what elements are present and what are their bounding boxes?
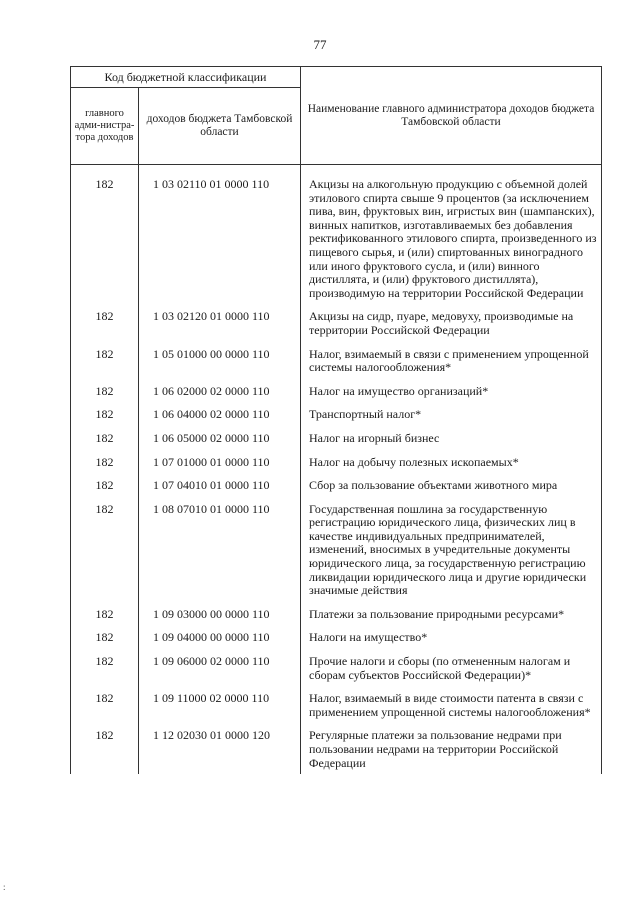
revenue-name: Налог на добычу полезных ископаемых*: [301, 453, 602, 477]
income-code: 1 07 04010 01 0000 110: [139, 476, 301, 500]
budget-classification-table: [70, 66, 602, 774]
table-body: [71, 165, 602, 775]
income-code: 1 09 11000 02 0000 110: [139, 689, 301, 726]
admin-code: 182: [71, 476, 139, 500]
revenue-name: Транспортный налог*: [301, 405, 602, 429]
income-code: 1 03 02110 01 0000 110: [139, 175, 301, 307]
header-main-administrator: главного адми-нистра-тора доходов: [71, 88, 139, 165]
table-row: [71, 476, 602, 500]
table-row: [71, 429, 602, 453]
table-row: [71, 500, 602, 605]
table-header: [71, 67, 602, 165]
admin-code: 182: [71, 453, 139, 477]
income-code: 1 05 01000 00 0000 110: [139, 345, 301, 382]
admin-code: 182: [71, 652, 139, 689]
admin-code: 182: [71, 628, 139, 652]
admin-code: 182: [71, 175, 139, 307]
income-code: 1 09 06000 02 0000 110: [139, 652, 301, 689]
table-row: [71, 628, 602, 652]
revenue-name: Налоги на имущество*: [301, 628, 602, 652]
income-code: 1 06 04000 02 0000 110: [139, 405, 301, 429]
revenue-name: Налог, взимаемый в виде стоимости патента в связи с применением упрощенной системы налогообложения*: [301, 689, 602, 726]
table-row: [71, 453, 602, 477]
table-row: [71, 307, 602, 344]
header-code-group: Код бюджетной классификации: [71, 67, 301, 88]
income-code: 1 06 05000 02 0000 110: [139, 429, 301, 453]
admin-code: 182: [71, 429, 139, 453]
header-admin-name: Наименование главного администратора доходов бюджета Тамбовской области: [301, 67, 602, 165]
income-code: 1 03 02120 01 0000 110: [139, 307, 301, 344]
revenue-name: Налог на имущество организаций*: [301, 382, 602, 406]
income-code: 1 07 01000 01 0000 110: [139, 453, 301, 477]
margin-mark: :: [3, 882, 6, 892]
income-code: 1 08 07010 01 0000 110: [139, 500, 301, 605]
table-row: [71, 405, 602, 429]
table-spacer: [71, 165, 602, 176]
table-row: [71, 605, 602, 629]
table-row: [71, 175, 602, 307]
table-row: [71, 382, 602, 406]
header-income-code: доходов бюджета Тамбовской области: [139, 88, 301, 165]
budget-classification-table-wrapper: [70, 66, 601, 774]
income-code: 1 06 02000 02 0000 110: [139, 382, 301, 406]
revenue-name: Платежи за пользование природными ресурсами*: [301, 605, 602, 629]
revenue-name: Государственная пошлина за государственную регистрацию юридического лица, физических лиц в качестве индивидуальных предпринимателей, изменений, вносимых в учредительные документы юридического лица, за государственную регистрацию ликвидации юридического лица и другие юридически значимые действия: [301, 500, 602, 605]
revenue-name: Налог на игорный бизнес: [301, 429, 602, 453]
income-code: 1 12 02030 01 0000 120: [139, 726, 301, 774]
revenue-name: Акцизы на алкогольную продукцию с объемной долей этилового спирта свыше 9 процентов (за исключением пива, вин, фруктовых вин, игристых вин (шампанских), винных напитков, изготавливаемых без добавления ректификованного этилового спирта, произведенного из пищевого сырья, и (или) спиртованных виноградного или иного фруктового сусла, и (или) винного дистиллята, и (или) фруктового дистиллята), производимую на территории Российской Федерации: [301, 175, 602, 307]
admin-code: 182: [71, 500, 139, 605]
admin-code: 182: [71, 345, 139, 382]
admin-code: 182: [71, 726, 139, 774]
admin-code: 182: [71, 689, 139, 726]
revenue-name: Налог, взимаемый в связи с применением упрощенной системы налогообложения*: [301, 345, 602, 382]
income-code: 1 09 03000 00 0000 110: [139, 605, 301, 629]
revenue-name: Прочие налоги и сборы (по отмененным налогам и сборам субъектов Российской Федерации)*: [301, 652, 602, 689]
revenue-name: Акцизы на сидр, пуаре, медовуху, производимые на территории Российской Федерации: [301, 307, 602, 344]
income-code: 1 09 04000 00 0000 110: [139, 628, 301, 652]
admin-code: 182: [71, 307, 139, 344]
table-row: [71, 345, 602, 382]
admin-code: 182: [71, 405, 139, 429]
page-number: 77: [313, 37, 327, 52]
table-row: [71, 726, 602, 774]
table-row: [71, 652, 602, 689]
revenue-name: Сбор за пользование объектами животного мира: [301, 476, 602, 500]
admin-code: 182: [71, 605, 139, 629]
table-row: [71, 689, 602, 726]
admin-code: 182: [71, 382, 139, 406]
revenue-name: Регулярные платежи за пользование недрами при пользовании недрами на территории Российской Федерации: [301, 726, 602, 774]
